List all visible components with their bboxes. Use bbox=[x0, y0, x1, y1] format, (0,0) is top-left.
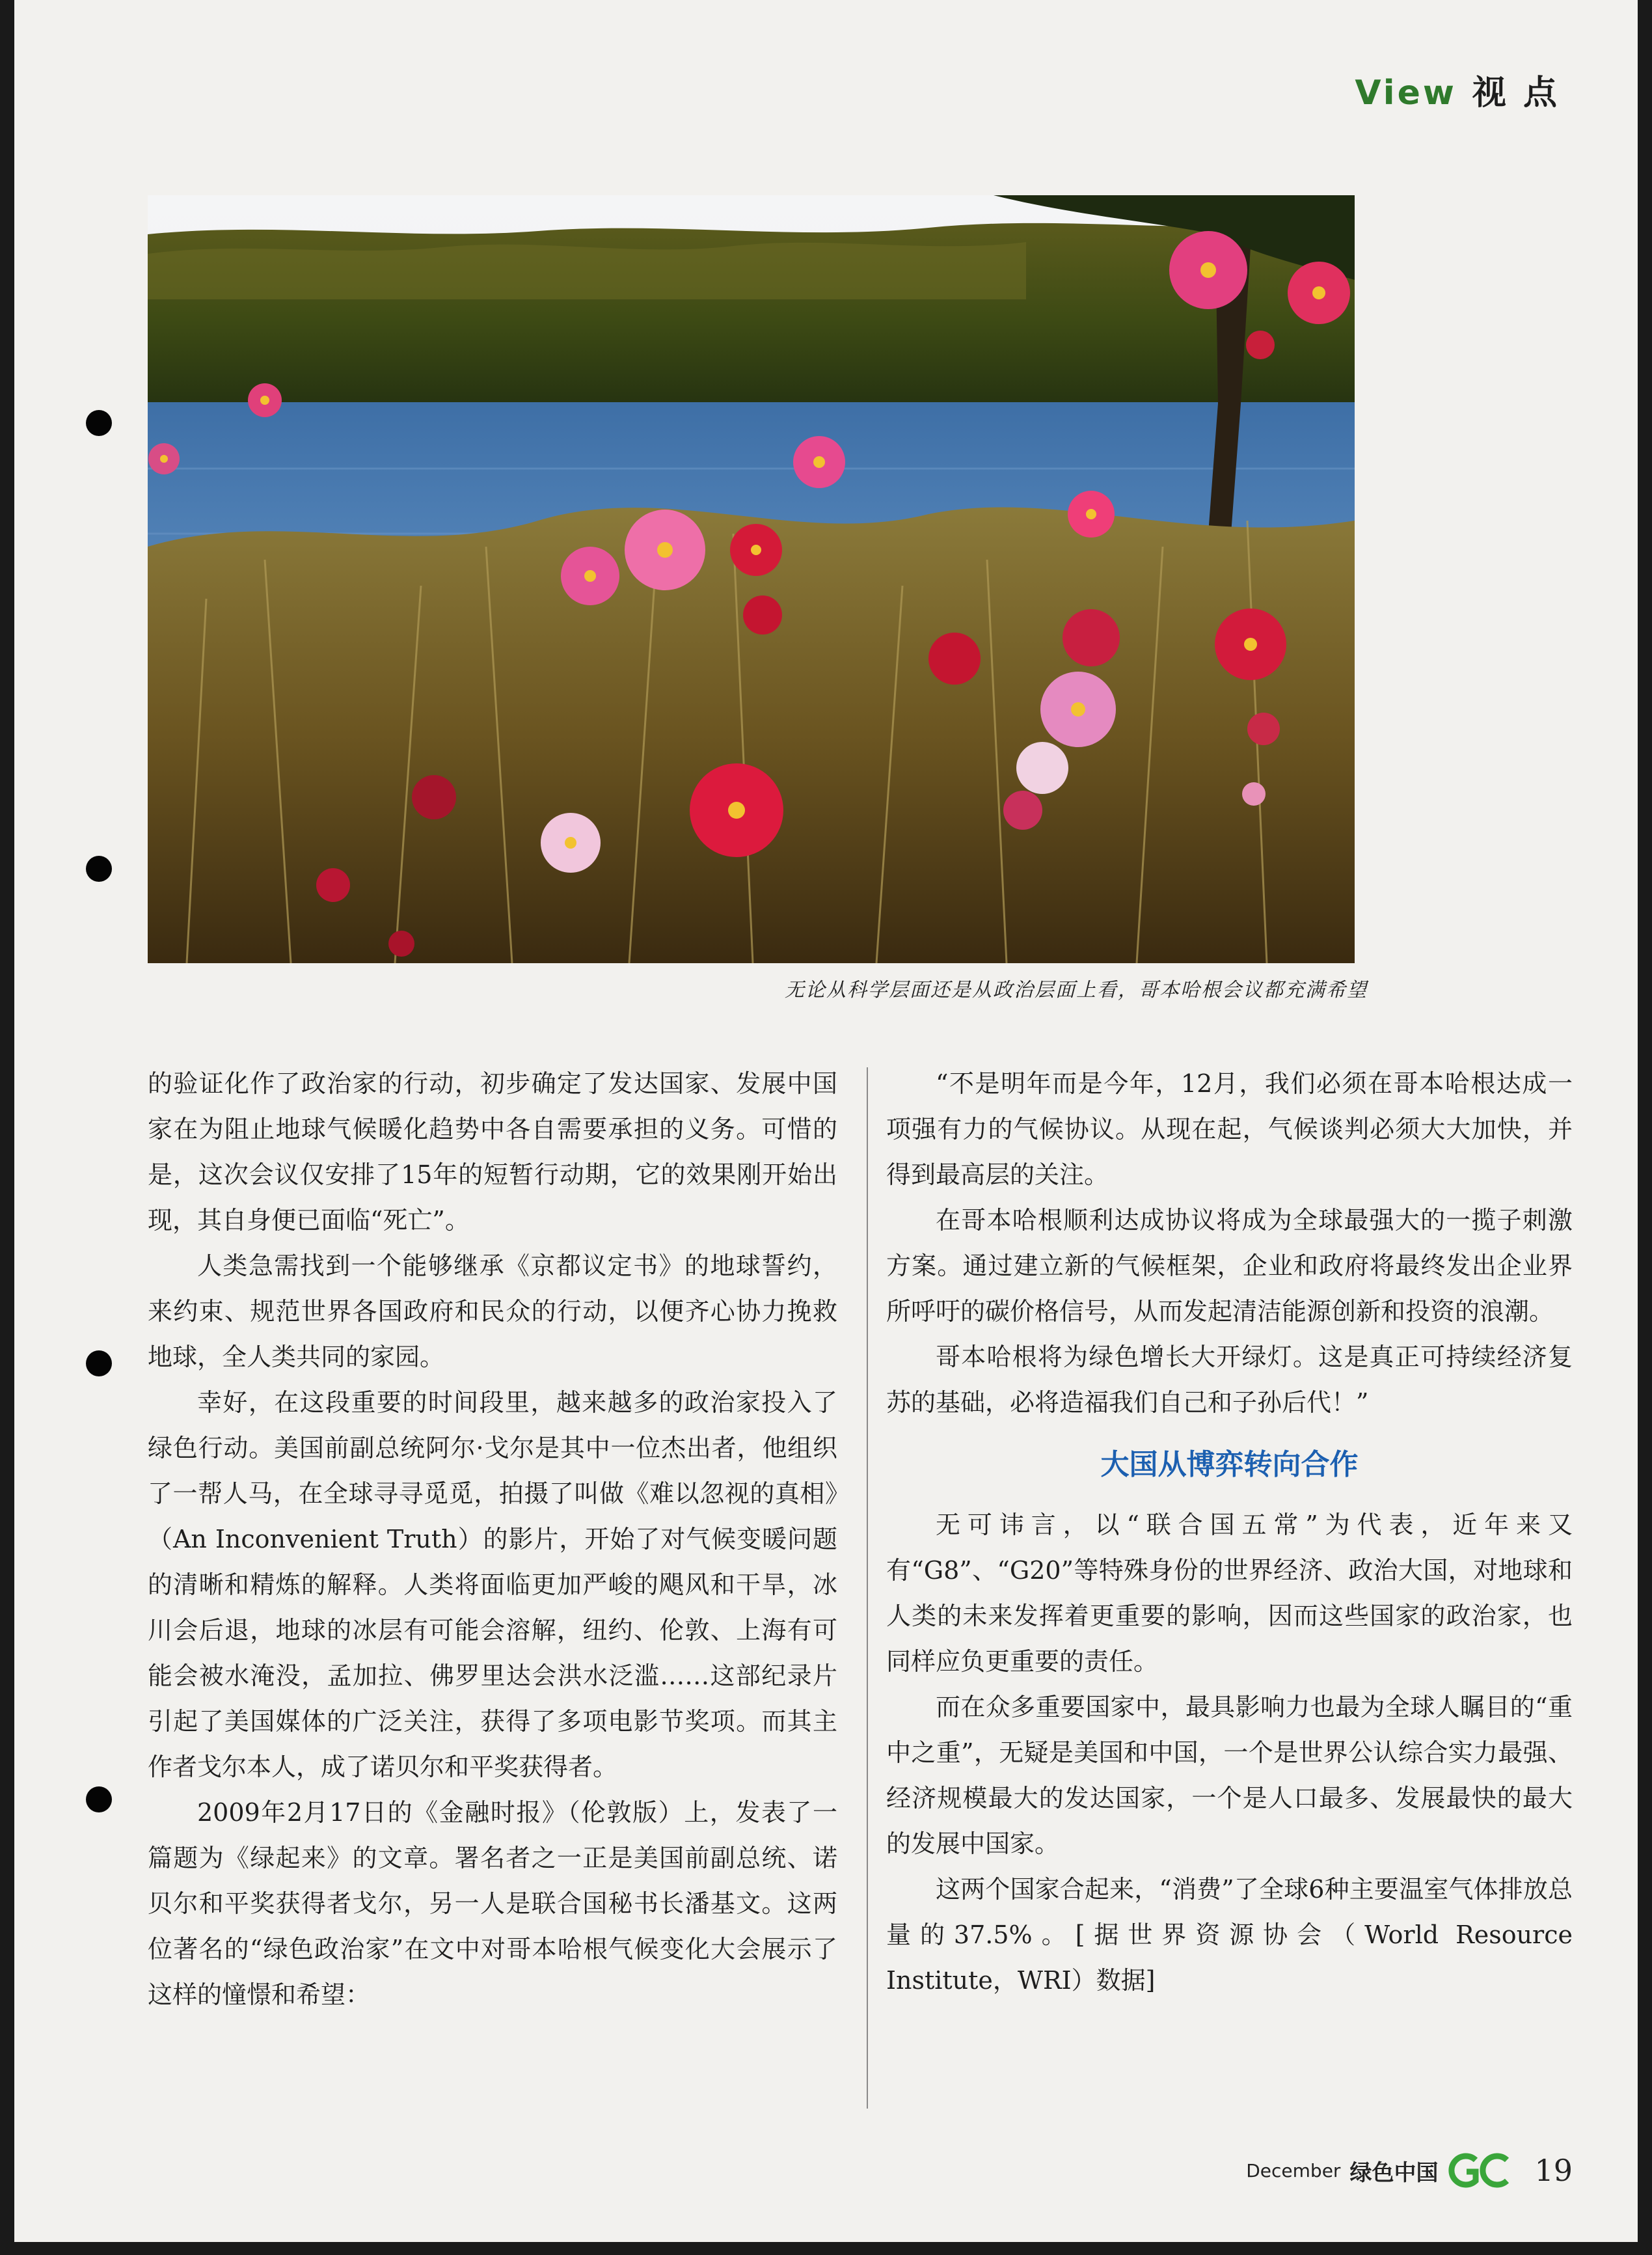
magazine-page bbox=[14, 0, 1638, 2242]
body-paragraph: 的验证化作了政治家的行动，初步确定了发达国家、发展中国家在为阻止地球气候暖化趋势中各自需要承担的义务。可惜的是，这次会议仅安排了15年的短暂行动期，它的效果刚开始出现，其自身便已面临“死亡”。 bbox=[148, 1069, 837, 1235]
quote-paragraph: 哥本哈根将为绿色增长大开绿灯。这是真正可持续经济复苏的基础，必将造福我们自己和子孙后代！” bbox=[886, 1343, 1573, 1417]
body-paragraph: 幸好，在这段重要的时间段里，越来越多的政治家投入了绿色行动。美国前副总统阿尔·戈尔是其中一位杰出者，他组织了一帮人马，在全球寻寻觅觅，拍摄了叫做《难以忽视的真相》（An Inconvenient Truth）的影片，开始了对气候变暖问题的清晰和精炼的解释。人类将面临更加严峻的飓风和干旱，冰川会后退，地球的冰层有可能会溶解，纽约、伦敦、上海有可能会被水淹没，孟加拉、佛罗里达会洪水泛滥……这部纪录片引起了美国媒体的广泛关注，获得了多项电影节奖项。而其主作者戈尔本人，成了诺贝尔和平奖获得者。 bbox=[148, 1388, 837, 1781]
body-paragraph: 无可讳言，以“联合国五常”为代表，近年来又有“G8”、“G20”等特殊身份的世界经济、政治大国，对地球和人类的未来发挥着更重要的影响，因而这些国家的政治家，也同样应负更重要的责任。 bbox=[886, 1510, 1573, 1676]
section-header bbox=[1355, 65, 1560, 114]
body-paragraph: 人类急需找到一个能够继承《京都议定书》的地球誓约，来约束、规范世界各国政府和民众的行动，以便齐心协力挽救地球，全人类共同的家园。 bbox=[148, 1251, 837, 1371]
quote-paragraph: 在哥本哈根顺利达成协议将成为全球最强大的一揽子刺激方案。通过建立新的气候框架，企业和政府将最终发出企业界所呼吁的碳价格信号，从而发起清洁能源创新和投资的浪潮。 bbox=[886, 1206, 1573, 1326]
footer-month: December bbox=[1246, 2159, 1341, 2181]
page-number: 19 bbox=[1534, 2153, 1573, 2188]
section-title: 大国从博弈转向合作 bbox=[1100, 1448, 1359, 1481]
quote-paragraph: “不是明年而是今年，12月，我们必须在哥本哈根达成一项强有力的气候协议。从现在起，气候谈判必须大大加快，并得到最高层的关注。 bbox=[886, 1069, 1573, 1189]
page-footer bbox=[1246, 2148, 1573, 2193]
gc-logo-icon bbox=[1447, 2152, 1512, 2189]
binder-hole bbox=[86, 856, 112, 882]
binder-hole bbox=[86, 1350, 112, 1376]
body-paragraph: 2009年2月17日的《金融时报》（伦敦版）上，发表了一篇题为《绿起来》的文章。署名者之一正是美国前副总统、诺贝尔和平奖获得者戈尔，另一人是联合国秘书长潘基文。这两位著名的“绿色政治家”在文中对哥本哈根气候变化大会展示了这样的憧憬和希望： bbox=[148, 1798, 837, 2009]
footer-magazine-name: 绿色中国 bbox=[1349, 2159, 1439, 2186]
section-header-cn: 视 点 bbox=[1472, 74, 1560, 113]
body-paragraph: 而在众多重要国家中，最具影响力也最为全球人瞩目的“重中之重”，无疑是美国和中国，一个是世界公认综合实力最强、经济规模最大的发达国家，一个是人口最多、发展最快的最大的发展中国家。 bbox=[886, 1693, 1573, 1858]
section-header-en: View bbox=[1355, 74, 1457, 113]
binder-hole bbox=[86, 1786, 112, 1812]
photo-illustration bbox=[148, 195, 1355, 963]
column-divider bbox=[867, 1067, 868, 2109]
right-column bbox=[886, 1061, 1573, 2003]
body-paragraph: 这两个国家合起来，“消费”了全球6种主要温室气体排放总量的37.5%。[据世界资源协会（World Resource Institute，WRI）数据] bbox=[886, 1875, 1573, 1995]
left-column bbox=[148, 1061, 837, 2017]
binder-hole bbox=[86, 410, 112, 436]
photo-caption: 无论从科学层面还是从政治层面上看，哥本哈根会议都充满希望 bbox=[785, 979, 1368, 1002]
lake-cosmos-photo bbox=[148, 195, 1355, 963]
